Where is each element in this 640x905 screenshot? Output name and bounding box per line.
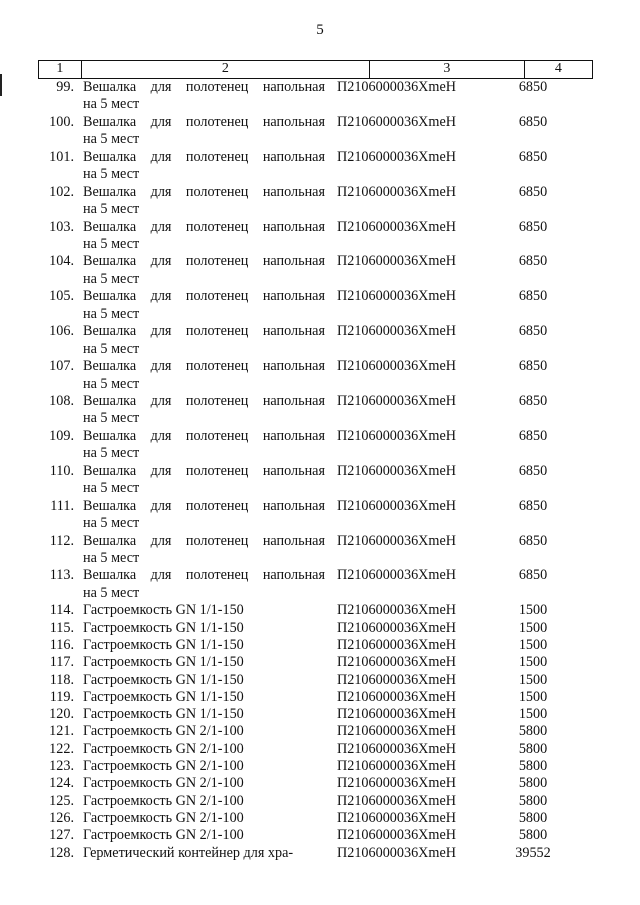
item-name-line-1: Гастроемкость GN 2/1-100 xyxy=(83,758,244,775)
item-name xyxy=(80,253,337,288)
table-row xyxy=(38,463,593,498)
item-name-line-1: Вешалка для полотенец напольная xyxy=(83,218,325,235)
item-amount: 1500 xyxy=(518,688,548,705)
item-name-line-1: Вешалка для полотенец напольная xyxy=(83,288,325,305)
item-name-line-2: на 5 мест xyxy=(83,410,140,427)
item-amount: 6850 xyxy=(518,288,548,305)
item-name-line-2: на 5 мест xyxy=(83,480,140,497)
item-amount: 6850 xyxy=(518,148,548,165)
item-code: П2106000036ХmeH xyxy=(337,358,457,375)
page-number: 5 xyxy=(316,22,324,38)
table-row xyxy=(38,288,593,323)
item-amount: 6850 xyxy=(518,183,548,200)
item-name-line-1: Гастроемкость GN 1/1-150 xyxy=(83,654,244,671)
row-number: 125. xyxy=(49,792,74,809)
row-number: 116. xyxy=(49,636,74,653)
row-number: 126. xyxy=(49,809,74,826)
item-code: П2106000036ХmeH xyxy=(337,532,457,549)
item-name-line-1: Гастроемкость GN 2/1-100 xyxy=(83,723,244,740)
row-number: 111. xyxy=(50,497,74,514)
item-name xyxy=(80,602,337,619)
item-name-line-2: на 5 мест xyxy=(83,235,140,252)
table-row xyxy=(38,672,593,689)
item-code: П2106000036ХmeH xyxy=(337,393,457,410)
item-name xyxy=(80,114,337,149)
row-number: 101. xyxy=(49,148,74,165)
item-amount: 5800 xyxy=(518,723,548,740)
item-name xyxy=(80,723,337,740)
item-code: П2106000036ХmeH xyxy=(337,706,457,723)
item-code: П2106000036ХmeH xyxy=(337,218,457,235)
item-name-line-2: на 5 мест xyxy=(83,340,140,357)
table-row xyxy=(38,323,593,358)
item-name-line-1: Гастроемкость GN 1/1-150 xyxy=(83,688,244,705)
table-body xyxy=(38,79,593,862)
item-name-line-1: Вешалка для полотенец напольная xyxy=(83,462,325,479)
row-number: 107. xyxy=(49,358,74,375)
item-name xyxy=(80,498,337,533)
item-name-line-2: на 5 мест xyxy=(83,96,140,113)
item-amount: 6850 xyxy=(518,79,548,95)
table-row xyxy=(38,741,593,758)
row-number: 102. xyxy=(49,183,74,200)
table-row xyxy=(38,533,593,568)
row-number: 113. xyxy=(49,567,74,584)
items-table xyxy=(38,60,593,862)
table-row xyxy=(38,620,593,637)
table-row xyxy=(38,793,593,810)
table-row xyxy=(38,149,593,184)
item-name-line-2: на 5 мест xyxy=(83,584,140,601)
item-amount: 6850 xyxy=(518,427,548,444)
row-number: 119. xyxy=(49,688,74,705)
row-number: 112. xyxy=(49,532,74,549)
item-name-line-1: Гастроемкость GN 2/1-100 xyxy=(83,792,244,809)
row-number: 105. xyxy=(49,288,74,305)
row-number: 127. xyxy=(49,827,74,844)
item-amount: 1500 xyxy=(518,619,548,636)
item-name xyxy=(80,358,337,393)
table-row xyxy=(38,775,593,792)
table-row xyxy=(38,219,593,254)
row-number: 117. xyxy=(49,654,74,671)
row-number: 118. xyxy=(49,671,74,688)
item-code: П2106000036ХmeH xyxy=(337,253,457,270)
item-name-line-1: Вешалка для полотенец напольная xyxy=(83,427,325,444)
item-amount: 39552 xyxy=(515,844,551,861)
item-name-line-1: Вешалка для полотенец напольная xyxy=(83,253,325,270)
item-name xyxy=(80,149,337,184)
item-code: П2106000036ХmeH xyxy=(337,844,457,861)
row-number: 114. xyxy=(49,602,74,619)
table-row xyxy=(38,114,593,149)
item-code: П2106000036ХmeH xyxy=(337,602,457,619)
item-name xyxy=(80,775,337,792)
item-name xyxy=(80,393,337,428)
item-amount: 1500 xyxy=(518,654,548,671)
item-name-line-1: Гастроемкость GN 2/1-100 xyxy=(83,827,244,844)
item-name xyxy=(80,637,337,654)
item-name-line-1: Гастроемкость GN 1/1-150 xyxy=(83,706,244,723)
table-row xyxy=(38,689,593,706)
item-name-line-1: Вешалка для полотенец напольная xyxy=(83,393,325,410)
row-number: 108. xyxy=(49,393,74,410)
table-row xyxy=(38,253,593,288)
row-number: 109. xyxy=(49,427,74,444)
item-name-line-2: на 5 мест xyxy=(83,270,140,287)
table-row xyxy=(38,827,593,844)
table-row xyxy=(38,654,593,671)
table-row xyxy=(38,184,593,219)
item-name-line-2: на 5 мест xyxy=(83,515,140,532)
item-name xyxy=(80,845,337,862)
row-number: 115. xyxy=(49,619,74,636)
item-name xyxy=(80,79,337,114)
scan-edge-mark xyxy=(0,74,2,96)
item-code: П2106000036ХmeH xyxy=(337,740,457,757)
item-name xyxy=(80,758,337,775)
item-amount: 6850 xyxy=(518,253,548,270)
table-row xyxy=(38,637,593,654)
table-row xyxy=(38,79,593,114)
header-col-3: 3 xyxy=(369,61,524,78)
item-name xyxy=(80,706,337,723)
item-name-line-1: Вешалка для полотенец напольная xyxy=(83,567,325,584)
item-name xyxy=(80,184,337,219)
item-code: П2106000036ХmeH xyxy=(337,288,457,305)
table-row xyxy=(38,723,593,740)
item-name xyxy=(80,793,337,810)
item-code: П2106000036ХmeH xyxy=(337,809,457,826)
row-number: 121. xyxy=(49,723,74,740)
item-amount: 5800 xyxy=(518,775,548,792)
item-code: П2106000036ХmeH xyxy=(337,671,457,688)
row-number: 110. xyxy=(49,462,74,479)
table-row xyxy=(38,498,593,533)
item-code: П2106000036ХmeH xyxy=(337,79,457,95)
table-row xyxy=(38,358,593,393)
item-amount: 6850 xyxy=(518,462,548,479)
item-amount: 6850 xyxy=(518,358,548,375)
item-amount: 5800 xyxy=(518,809,548,826)
item-name-line-2: на 5 мест xyxy=(83,375,140,392)
row-number: 122. xyxy=(49,740,74,757)
item-code: П2106000036ХmeH xyxy=(337,462,457,479)
item-name-line-1: Гастроемкость GN 2/1-100 xyxy=(83,775,244,792)
item-code: П2106000036ХmeH xyxy=(337,792,457,809)
item-code: П2106000036ХmeH xyxy=(337,113,457,130)
item-name-line-2: на 5 мест xyxy=(83,305,140,322)
item-name xyxy=(80,567,337,602)
header-col-2: 2 xyxy=(81,61,369,78)
row-number: 120. xyxy=(49,706,74,723)
item-name-line-2: на 5 мест xyxy=(83,549,140,566)
item-name-line-2: на 5 мест xyxy=(83,445,140,462)
item-code: П2106000036ХmeH xyxy=(337,827,457,844)
item-name-line-1: Вешалка для полотенец напольная xyxy=(83,497,325,514)
item-code: П2106000036ХmeH xyxy=(337,775,457,792)
item-name-line-1: Вешалка для полотенец напольная xyxy=(83,323,325,340)
item-name xyxy=(80,741,337,758)
item-code: П2106000036ХmeH xyxy=(337,619,457,636)
table-row xyxy=(38,845,593,862)
item-amount: 6850 xyxy=(518,323,548,340)
table-row xyxy=(38,567,593,602)
item-code: П2106000036ХmeH xyxy=(337,688,457,705)
item-name xyxy=(80,810,337,827)
row-number: 103. xyxy=(49,218,74,235)
item-name-line-1: Гастроемкость GN 1/1-150 xyxy=(83,602,244,619)
table-row xyxy=(38,758,593,775)
table-row xyxy=(38,810,593,827)
item-name xyxy=(80,323,337,358)
header-col-4: 4 xyxy=(524,61,592,78)
item-name xyxy=(80,654,337,671)
table-row xyxy=(38,393,593,428)
item-name xyxy=(80,463,337,498)
item-amount: 1500 xyxy=(518,706,548,723)
item-code: П2106000036ХmeH xyxy=(337,723,457,740)
item-name xyxy=(80,219,337,254)
item-name xyxy=(80,672,337,689)
item-amount: 6850 xyxy=(518,393,548,410)
item-name-line-1: Вешалка для полотенец напольная xyxy=(83,183,325,200)
item-code: П2106000036ХmeH xyxy=(337,758,457,775)
item-name xyxy=(80,827,337,844)
row-number: 128. xyxy=(49,844,74,861)
item-code: П2106000036ХmeH xyxy=(337,636,457,653)
item-code: П2106000036ХmeH xyxy=(337,427,457,444)
item-code: П2106000036ХmeH xyxy=(337,183,457,200)
item-name-line-1: Гастроемкость GN 1/1-150 xyxy=(83,619,244,636)
item-name-line-2: на 5 мест xyxy=(83,201,140,218)
item-amount: 5800 xyxy=(518,740,548,757)
item-amount: 6850 xyxy=(518,218,548,235)
item-name-line-1: Герметический контейнер для хра- xyxy=(83,844,294,861)
item-name-line-1: Вешалка для полотенец напольная xyxy=(83,113,325,130)
table-row xyxy=(38,602,593,619)
row-number: 106. xyxy=(49,323,74,340)
item-name xyxy=(80,533,337,568)
item-name-line-1: Гастроемкость GN 2/1-100 xyxy=(83,809,244,826)
item-code: П2106000036ХmeH xyxy=(337,654,457,671)
table-header xyxy=(38,60,593,79)
item-name xyxy=(80,689,337,706)
item-name xyxy=(80,620,337,637)
table-row xyxy=(38,706,593,723)
item-name-line-1: Гастроемкость GN 1/1-150 xyxy=(83,671,244,688)
row-number: 104. xyxy=(49,253,74,270)
item-code: П2106000036ХmeH xyxy=(337,323,457,340)
item-amount: 1500 xyxy=(518,636,548,653)
item-amount: 1500 xyxy=(518,671,548,688)
item-name xyxy=(80,428,337,463)
item-amount: 5800 xyxy=(518,792,548,809)
row-number: 123. xyxy=(49,758,74,775)
item-code: П2106000036ХmeH xyxy=(337,497,457,514)
item-name-line-1: Вешалка для полотенец напольная xyxy=(83,532,325,549)
item-name-line-1: Вешалка для полотенец напольная xyxy=(83,358,325,375)
table-row xyxy=(38,428,593,463)
row-number: 124. xyxy=(49,775,74,792)
item-name-line-2: на 5 мест xyxy=(83,166,140,183)
item-amount: 1500 xyxy=(518,602,548,619)
item-amount: 6850 xyxy=(518,497,548,514)
item-amount: 5800 xyxy=(518,827,548,844)
item-amount: 5800 xyxy=(518,758,548,775)
item-amount: 6850 xyxy=(518,532,548,549)
header-col-1: 1 xyxy=(56,61,64,76)
row-number: 100. xyxy=(49,113,74,130)
item-code: П2106000036ХmeH xyxy=(337,148,457,165)
item-name-line-2: на 5 мест xyxy=(83,131,140,148)
item-name-line-1: Вешалка для полотенец напольная xyxy=(83,148,325,165)
item-amount: 6850 xyxy=(518,567,548,584)
item-name-line-1: Гастроемкость GN 2/1-100 xyxy=(83,740,244,757)
item-name-line-1: Гастроемкость GN 1/1-150 xyxy=(83,636,244,653)
row-number: 99. xyxy=(56,79,74,95)
item-name-line-1: Вешалка для полотенец напольная xyxy=(83,79,325,95)
item-amount: 6850 xyxy=(518,113,548,130)
item-code: П2106000036ХmeH xyxy=(337,567,457,584)
item-name xyxy=(80,288,337,323)
